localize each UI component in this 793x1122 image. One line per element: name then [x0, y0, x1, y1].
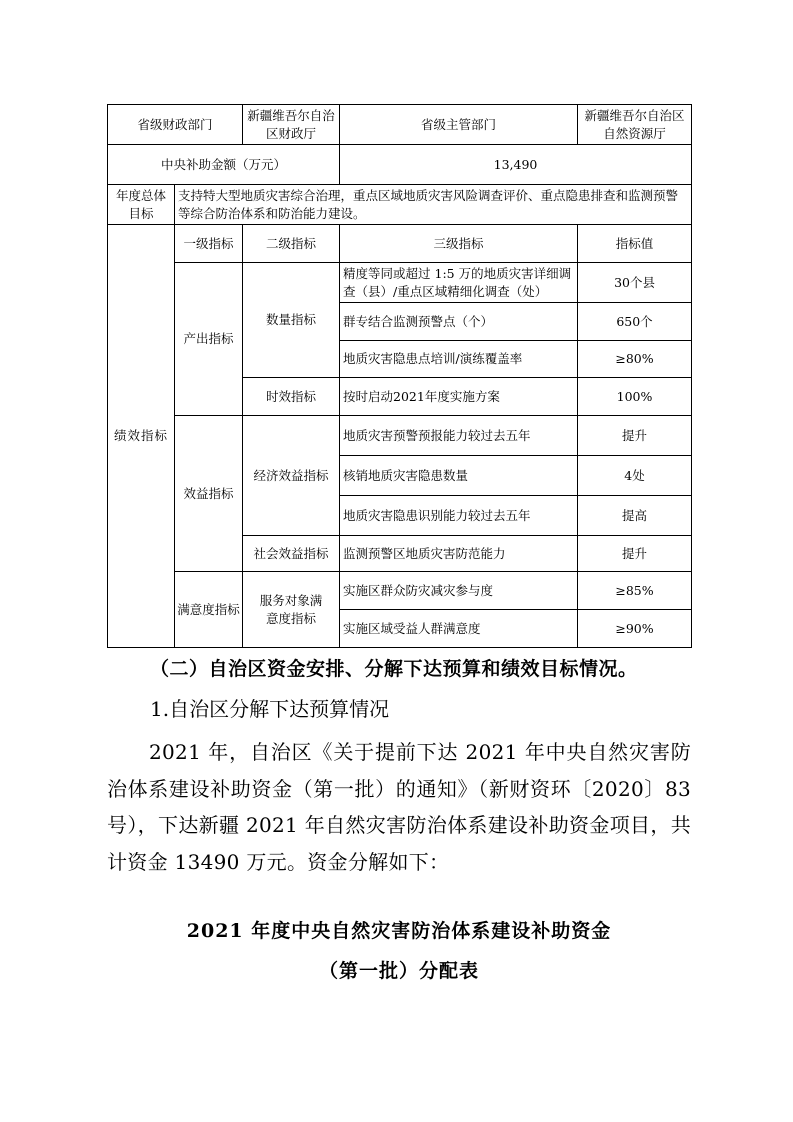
annual-goal-label: 年度总体目标 [108, 185, 175, 225]
level3-indicator: 地质灾害隐患点培训/演练覆盖率 [340, 341, 578, 378]
performance-target-table [107, 104, 692, 648]
indicator-value: ≥85% [578, 572, 692, 610]
level3-indicator: 核销地质灾害隐患数量 [340, 456, 578, 496]
indicator-value: 4处 [578, 456, 692, 496]
level3-indicator: 地质灾害预警预报能力较过去五年 [340, 416, 578, 456]
satisfaction-indicator: 满意度指标 [175, 572, 243, 648]
table-row [108, 105, 692, 145]
central-subsidy-value: 13,490 [340, 145, 692, 185]
finance-dept-label: 省级财政部门 [108, 105, 243, 145]
table-row [108, 572, 692, 610]
supervising-dept-value: 新疆维吾尔自治区自然资源厅 [578, 105, 692, 145]
indicator-value: 提高 [578, 496, 692, 536]
level3-indicator: 监测预警区地质灾害防范能力 [340, 536, 578, 572]
level3-indicator: 按时启动2021年度实施方案 [340, 378, 578, 416]
finance-dept-value: 新疆维吾尔自治区财政厅 [243, 105, 340, 145]
level3-indicator: 地质灾害隐患识别能力较过去五年 [340, 496, 578, 536]
economic-benefit-indicator: 经济效益指标 [243, 416, 340, 536]
indicator-value: 650个 [578, 303, 692, 341]
performance-indicator-label: 绩效指标 [108, 225, 175, 648]
column-header-level2: 二级指标 [243, 225, 340, 263]
body-paragraph: 2021 年，自治区《关于提前下达 2021 年中央自然灾害防治体系建设补助资金（第一批）的通知》（新财资环〔2020〕83 号），下达新疆 2021 年自然灾害防治体系建设补助资金项目，共计资金 13490 万元。资金分解如下： [107, 740, 691, 874]
allocation-table-title: 2021 年度中央自然灾害防治体系建设补助资金 [186, 920, 612, 942]
section-heading: （二）自治区资金安排、分解下达预算和绩效目标情况。 [150, 658, 638, 680]
supervising-dept-label: 省级主管部门 [340, 105, 578, 145]
column-header-value: 指标值 [578, 225, 692, 263]
allocation-table-subtitle: （第一批）分配表 [318, 960, 479, 982]
benefit-indicator: 效益指标 [175, 416, 243, 572]
timeliness-indicator: 时效指标 [243, 378, 340, 416]
column-header-level3: 三级指标 [340, 225, 578, 263]
table-row [108, 416, 692, 456]
subsection-heading: 1.自治区分解下达预算情况 [150, 697, 390, 721]
indicator-value: ≥90% [578, 610, 692, 648]
table-header-row [108, 225, 692, 263]
level3-indicator: 实施区群众防灾减灾参与度 [340, 572, 578, 610]
quantity-indicator: 数量指标 [243, 263, 340, 378]
level3-indicator: 群专结合监测预警点（个） [340, 303, 578, 341]
indicator-value: 30个县 [578, 263, 692, 303]
annual-goal-text: 支持特大型地质灾害综合治理，重点区域地质灾害风险调查评价、重点隐患排查和监测预警等综合防治体系和防治能力建设。 [175, 185, 692, 225]
level3-indicator: 实施区域受益人群满意度 [340, 610, 578, 648]
social-benefit-indicator: 社会效益指标 [243, 536, 340, 572]
level3-indicator: 精度等同或超过 1:5 万的地质灾害详细调查（县）/重点区域精细化调查（处） [340, 263, 578, 303]
indicator-value: 提升 [578, 416, 692, 456]
table-row [108, 145, 692, 185]
indicator-value: 100% [578, 378, 692, 416]
column-header-level1: 一级指标 [175, 225, 243, 263]
table-row [108, 185, 692, 225]
indicator-value: ≥80% [578, 341, 692, 378]
central-subsidy-label: 中央补助金额（万元） [108, 145, 340, 185]
table-row [108, 263, 692, 303]
service-satisfaction-indicator: 服务对象满意度指标 [243, 572, 340, 648]
indicator-value: 提升 [578, 536, 692, 572]
output-indicator: 产出指标 [175, 263, 243, 416]
